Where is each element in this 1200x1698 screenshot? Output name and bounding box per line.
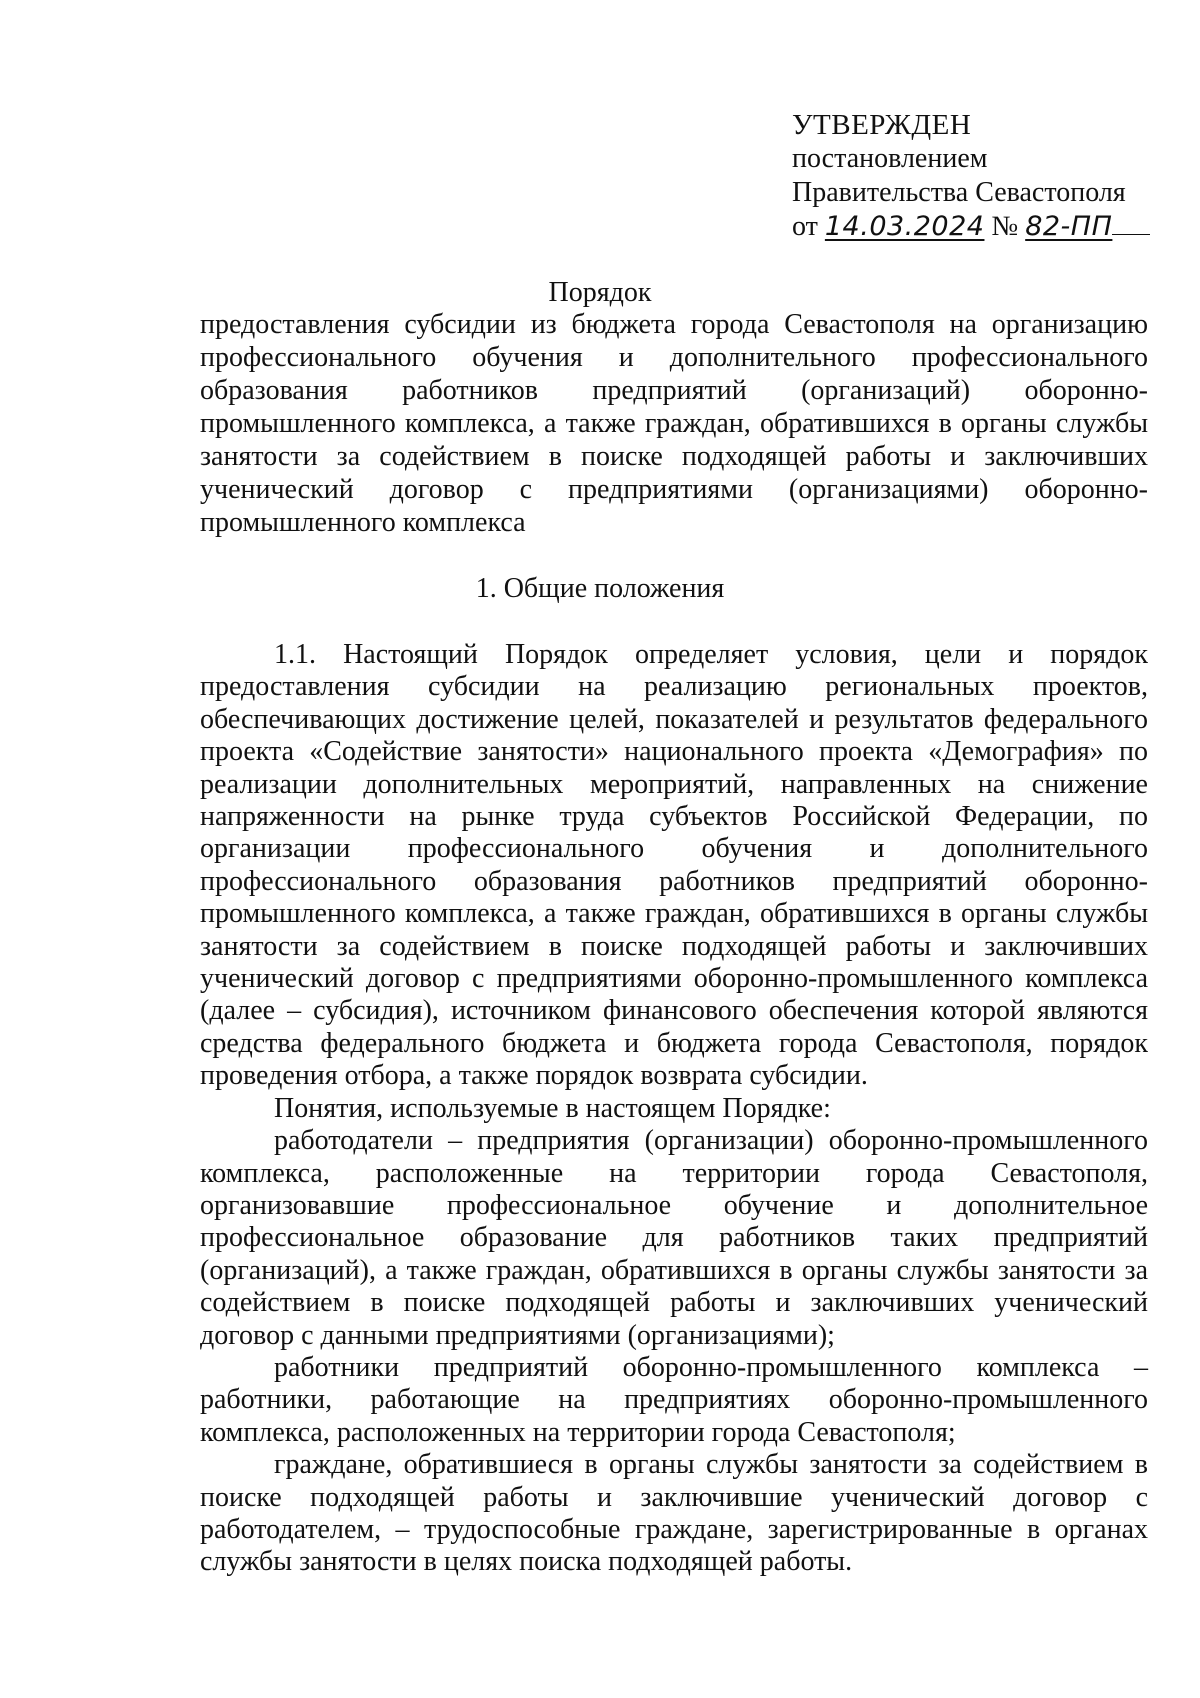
approval-line-resolution: постановлением	[792, 143, 988, 174]
paragraph-definition-workers: работники предприятий оборонно-промышленного комплекса – работники, работающие на предприятиях оборонно-промышленного комплекса, расположенных на территории города Севастополя;	[200, 1351, 1148, 1448]
handwritten-number: 82-ПП	[1025, 211, 1113, 242]
section-body	[200, 639, 1148, 1579]
paragraph-1-1: 1.1. Настоящий Порядок определяет условия, цели и порядок предоставления субсидии на реализацию региональных проектов, обеспечивающих достижение целей, показателей и результатов федерального проекта «Содействие занятости» национального проекта «Демография» по реализации дополнительных мероприятий, направленных на снижение напряженности на рынке труда субъектов Российской Федерации, по организации профессионального обучения и дополнительного профессионального образования работников предприятий оборонно-промышленного комплекса, а также граждан, обратившихся в органы службы занятости за содействием в поиске подходящей работы и заключивших ученический договор с предприятиями оборонно-промышленного комплекса (далее – субсидия), источником финансового обеспечения которой являются средства федерального бюджета и бюджета города Севастополя, порядок проведения отбора, а также порядок возврата субсидии.	[200, 639, 1148, 1092]
paragraph-definition-employers: работодатели – предприятия (организации) оборонно-промышленного комплекса, расположенные на территории города Севастополя, организовавшие профессиональное обучение и дополнительное профессиональное образование для работников таких предприятий (организаций), а также граждан, обратившихся в органы службы занятости за содействием в поиске подходящей работы и заключивших ученический договор с данными предприятиями (организациями);	[200, 1125, 1148, 1351]
handwritten-date: 14.03.2024	[824, 211, 985, 242]
approval-title: УТВЕРЖДЕН	[792, 109, 972, 141]
approval-line-government: Правительства Севастополя	[792, 177, 1126, 208]
paragraph-definition-citizens: граждане, обратившиеся в органы службы занятости за содействием в поиске подходящей работы и заключившие ученический договор с работодателем, – трудоспособные граждане, зарегистрированные в органах службы занятости в целях поиска подходящей работы.	[200, 1449, 1148, 1578]
number-underline	[1112, 210, 1150, 235]
number-prefix: №	[991, 211, 1019, 242]
date-prefix: от	[792, 211, 818, 242]
approval-date-number	[792, 210, 1172, 244]
document-subtitle: предоставления субсидии из бюджета города Севастополя на организацию профессионального обучения и дополнительного профессионального образования работников предприятий (организаций) оборонно-промышленного комплекса, а также граждан, обратившихся в органы службы занятости за содействием в поиске подходящей работы и заключивших ученический договор с предприятиями (организациями) оборонно-промышленного комплекса	[200, 309, 1148, 538]
document-title: Порядок	[548, 277, 652, 308]
section-heading: 1. Общие положения	[475, 573, 725, 604]
approval-stamp	[792, 108, 1172, 244]
paragraph-definitions-intro: Понятия, используемые в настоящем Порядке:	[274, 1092, 831, 1124]
